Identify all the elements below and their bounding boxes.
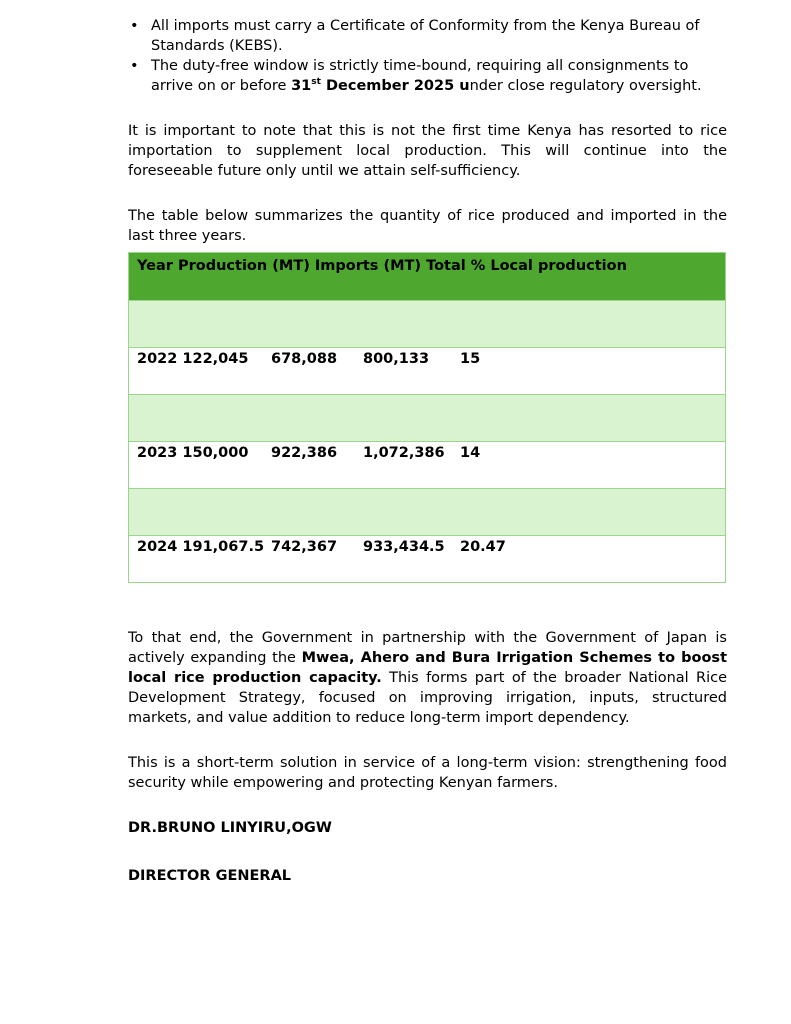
bullet-duty-free — [128, 56, 728, 96]
table-header: Year Production (MT) Imports (MT) Total % Local production — [129, 253, 725, 300]
vision-paragraph: This is a short-term solution in service of a long-term vision: strengthening food security while empowering and protecting Kenyan farmers. — [128, 755, 727, 791]
table-band — [129, 300, 725, 347]
japan-pre: To that end, the Government in partnership with the Government of Japan is actively expanding the — [128, 630, 727, 666]
cell-year-production: 2023 150,000 — [137, 445, 249, 461]
irrigation-schemes-highlight: Mwea, Ahero and Bura Irrigation Schemes to boost local rice production capacity. — [128, 650, 727, 686]
deadline-day: 31 — [291, 78, 312, 94]
cell-local-percent: 20.47 — [460, 539, 506, 555]
cell-total: 800,133 — [363, 351, 430, 367]
cell-year-production: 2024 191,067.5 — [137, 539, 265, 555]
table-band — [129, 394, 725, 441]
rice-production-table — [128, 252, 726, 583]
bullet-duty-free-pre: The duty-free window is strictly time-bound, requiring all consignments to arrive on or before — [151, 58, 689, 94]
cell-imports: 742,367 — [271, 539, 338, 555]
bullet-duty-free-post: nder close regulatory oversight. — [469, 78, 702, 94]
cell-total: 933,434.5 — [363, 539, 445, 555]
table-band — [129, 488, 725, 535]
japan-partnership-paragraph — [128, 628, 727, 728]
cell-year-production: 2022 122,045 — [137, 351, 249, 367]
bullet-kebs-text: All imports must carry a Certificate of Conformity from the Kenya Bureau of Standards (KEBS). — [151, 18, 700, 54]
japan-post: This forms part of the broader National Rice Development Strategy, focused on improving irrigation, inputs, structured markets, and value addition to reduce long-term import dependency. — [128, 670, 728, 726]
cell-imports: 678,088 — [271, 351, 338, 367]
table-row — [129, 441, 725, 488]
table-intro-paragraph: The table below summarizes the quantity of rice produced and imported in the last three years. — [128, 208, 727, 244]
table-row — [129, 535, 725, 582]
table-row — [129, 347, 725, 394]
deadline-day-suffix: st — [311, 77, 321, 87]
signatory-title: DIRECTOR GENERAL — [128, 868, 292, 884]
cell-local-percent: 15 — [460, 351, 481, 367]
cell-imports: 922,386 — [271, 445, 338, 461]
signatory-name: DR.BRUNO LINYIRU,OGW — [128, 820, 332, 836]
cell-total: 1,072,386 — [363, 445, 445, 461]
history-paragraph: It is important to note that this is not the first time Kenya has resorted to rice importation to supplement local production. This will continue into the foreseeable future only until we attain self-sufficiency. — [128, 123, 727, 179]
deadline-rest: December 2025 u — [320, 78, 470, 94]
bullet-kebs — [128, 16, 728, 56]
cell-local-percent: 14 — [460, 445, 481, 461]
requirements-list — [128, 16, 728, 96]
